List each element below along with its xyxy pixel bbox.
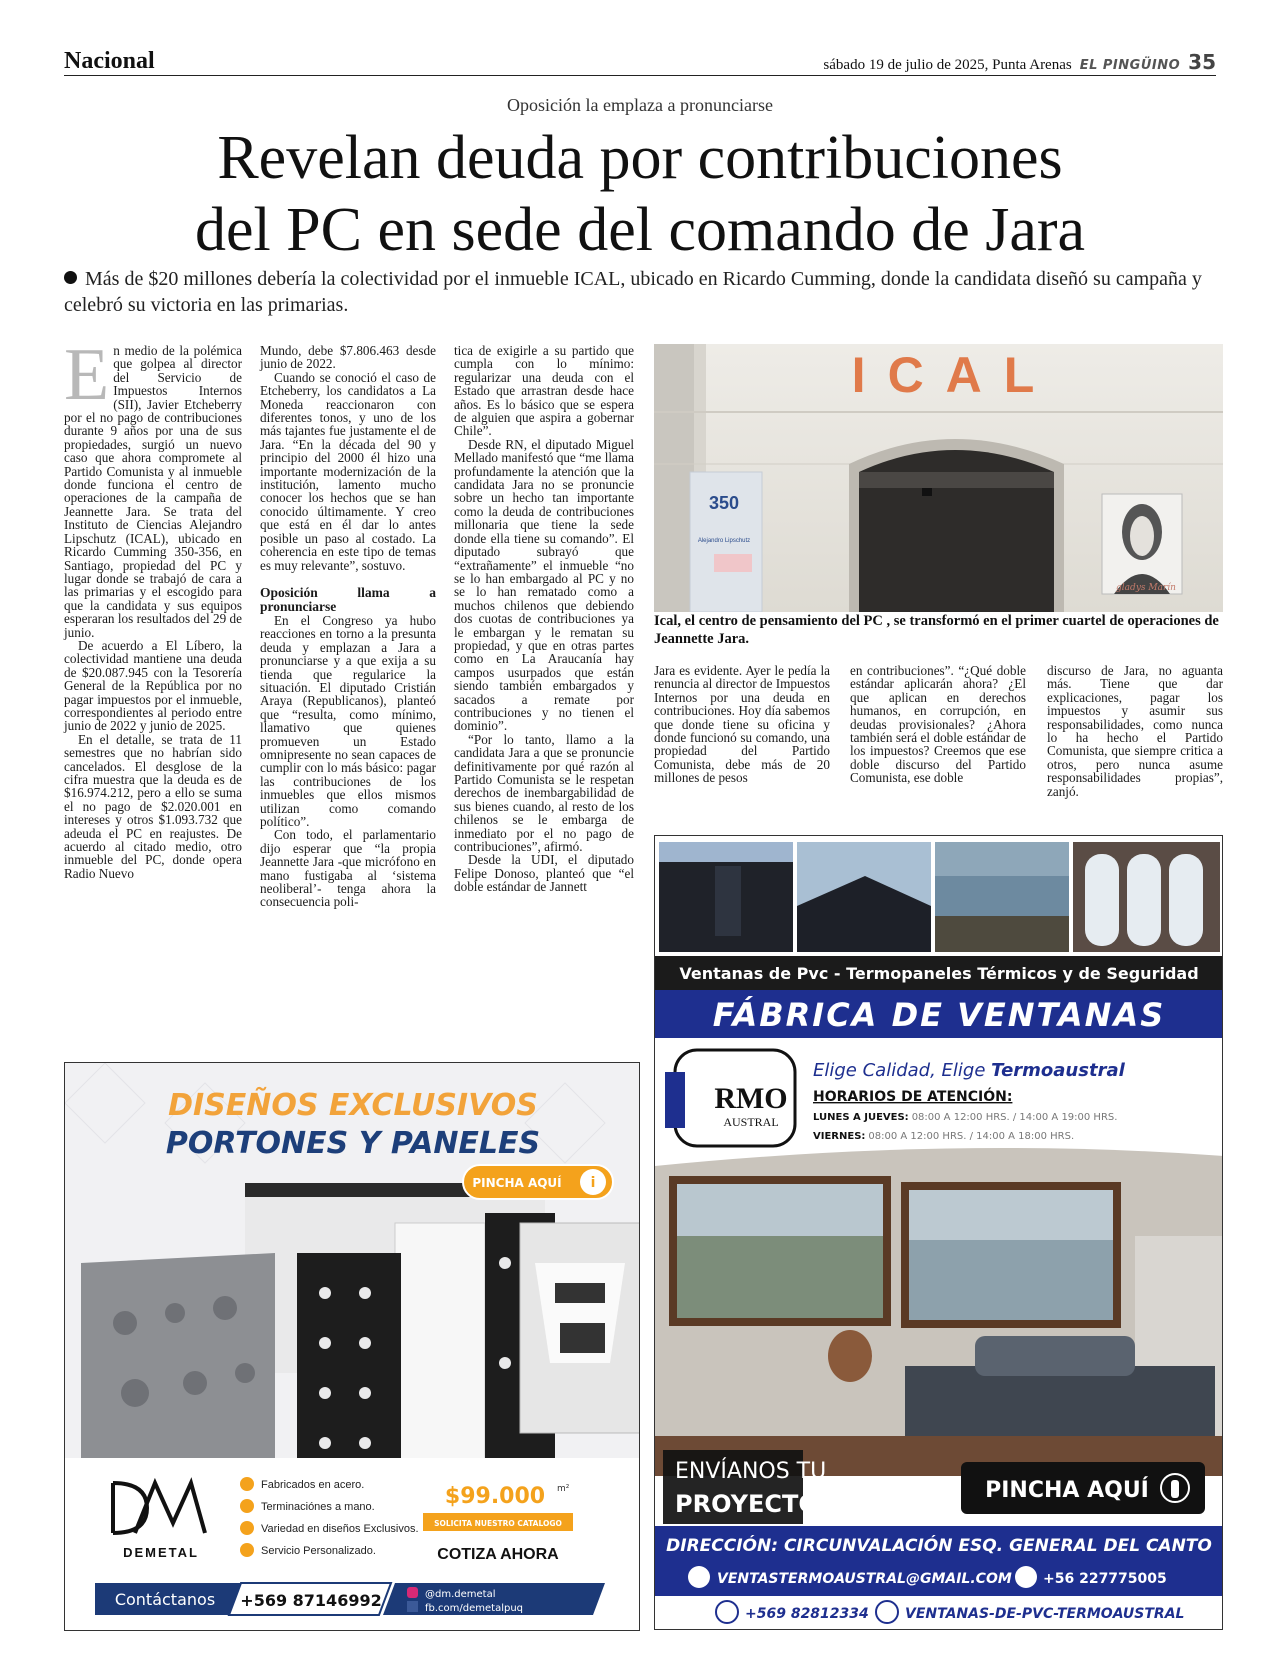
hours-line-1: LUNES A JUEVES: 08:00 A 12:00 HRS. / 14:00 A 19:00 HRS. [813,1112,1118,1123]
article-column-2 [260,344,436,909]
photo-caption: Ical, el centro de pensamiento del PC , se transformó en el primer cuartel de operaciones de Jeannette Jara. [654,613,1219,647]
paragraph: Jara es evidente. Ayer le pedía la renuncia al director de Impuestos Internos por una deuda en contribuciones. Hoy día sabemos que donde tiene su oficina y donde funcionó su comando, una propiedad del Partido Comunista, debe más de 20 millones de pesos [654,663,830,786]
facebook-icon [407,1601,418,1612]
logo-small: AUSTRAL [723,1115,779,1129]
termoaustral-ad-graphic [655,836,1223,1630]
demetal-phone[interactable]: +569 87146992 [240,1591,382,1610]
demetal-brand: DEMETAL [123,1545,199,1560]
article-column-6 [1047,664,1223,798]
check-icon [240,1543,254,1557]
instagram-icon [407,1587,418,1598]
section-name: Nacional [64,48,155,74]
demetal-ad-graphic [65,1063,640,1631]
photo-sign-text: ICAL [851,347,1057,403]
demetal-price: $99.000 [444,1484,546,1509]
termo-slogan: Elige Calidad, Elige Termoaustral [813,1060,1125,1081]
article-lead [64,266,1216,318]
termo-email[interactable]: VENTASTERMOAUSTRAL@GMAIL.COM [717,1571,1012,1587]
hours-line-2: VIERNES: 08:00 A 12:00 HRS. / 14:00 A 18:00 HRS. [813,1131,1075,1142]
paragraph: De acuerdo a El Líbero, la colectividad mantiene una deuda de $20.087.945 con la Tesorería General de la República por no pagar impuestos por el inmueble, correspondientes al periodo entre junio de 2022 y junio de 2025. [64,637,242,734]
price-unit: m² [557,1484,570,1494]
contact-label: Contáctanos [114,1590,216,1609]
page-number: 35 [1188,50,1216,74]
mural-signature: gladys Marín [1116,583,1176,593]
check-icon [240,1521,254,1535]
termo-address: DIRECCIÓN: CIRCUNVALACIÓN ESQ. GENERAL DEL CANTO [666,1536,1212,1556]
email-icon [688,1566,710,1588]
paragraph: “Por lo tanto, llamo a la candidata Jara a que se pronuncie definitivamente por qué razón al Partido Comunista se le respetan derechos de inembargabilidad de sus bienes cuando, al resto de los chilenos se le embarga de inmediato por el no pago de contribuciones”, afirmó. [454,731,634,855]
facebook-handle[interactable]: fb.com/demetalpuq [425,1603,524,1614]
subheading: Oposición llama a pronunciarse [260,584,436,614]
check-icon [240,1477,254,1491]
paragraph: Con todo, el parlamentario dijo esperar que “la propia Jeannette Jara -que micrófono en mano fustigaba al ‘sistema neoliberal’- tenga ahora la consecuencia poli- [260,827,436,910]
newspaper-logo: EL PINGÜINO [1079,58,1181,73]
page-header [64,46,1216,76]
termo-banner: Ventanas de Pvc - Termopaneles Térmicos y de Seguridad [679,964,1199,983]
dateline: sábado 19 de julio de 2025, Punta Arenas [823,57,1072,73]
article-photo [654,344,1223,612]
svg-text:i: i [590,1175,596,1191]
lead-text: Más de $20 millones debería la colectividad por el inmueble ICAL, ubicado en Ricardo Cumming, donde la candidata diseñó su campaña y celebró su victoria en las primarias. [64,268,1202,316]
feature-item: Fabricados en acero. [261,1479,365,1491]
drop-cap: E [64,334,110,416]
quote-label: COTIZA AHORA [437,1546,559,1563]
product-photos [659,842,1220,952]
whatsapp-icon [716,1601,738,1623]
paragraph: n medio de la polémica que golpea al director del Servicio de Impuestos Internos (SII), Javier Etcheberry por el no pago de contribuciones durante 9 años por una de sus propiedades, surgió un nuevo caso que ahora compromete al Partido Comunista y al inmueble donde funciona el centro de operaciones de la campaña de Jeannette Jara. Se trata del Instituto de Ciencias Alejandro Lipschutz (ICAL), ubicado en Ricardo Cumming 350-356, en Santiago, propiedad del PC y lugar donde se trabajó de cara a las primarias y el escogido para que la candidata y sus equipos esperaran los resultados del 29 de junio. [64,343,242,640]
feature-item: Terminaciónes a mano. [261,1501,375,1513]
paragraph: Cuando se conoció el caso de Etcheberry, los candidatos a La Moneda reaccionaron con diferentes tonos, y uno de los más tajantes fue justamente el de Jara. “En la década del 90 y principio del 2000 él hizo una importante modernización de la institución, lamento mucho conocer los hechos que se han conocido últimamente. Y creo que está en él dar lo antes posible un paso al costado. La coherencia en este tipo de temas es muy relevante”, sostuvo. [260,369,436,573]
feature-item: Variedad en diseños Exclusivos. [261,1523,419,1535]
article-headline [0,122,1280,266]
ical-building-image [654,344,1223,612]
paragraph: tica de exigirle a su partido que cumpla con lo mínimo: regularizar una deuda con el Estado que arrastran desde hace años. Es lo básico que se espera de alguien que aspira a gobernar Chile”. [454,343,634,439]
phone-icon [1015,1566,1037,1588]
termo-facebook[interactable]: VENTANAS-DE-PVC-TERMOAUSTRAL [905,1606,1185,1622]
article-column-1 [64,334,242,881]
header-meta [823,50,1216,74]
bedroom-photo [655,1148,1223,1476]
demetal-ad[interactable] [64,1062,640,1631]
paragraph: Desde RN, el diputado Miguel Mellado manifestó que “me llama profundamente la atención que la candidata Jara no se pronuncie sobre un hecho tan importante como la deuda de contribuciones millonaria que tiene la sede donde ella tiene su comando”. El diputado subrayó que “extrañamente” el inmueble “no se lo han embargado al PC y no se lo han rematado como a muchos chilenos que debiendo dos cuotas de contribuciones ya le embargan y le rematan su propiedad, y que en otras partes como en La Araucanía hay campos usurpados que están siendo también embargados y sacados a remate por contribuciones y no tienen el dominio”. [454,436,634,734]
article-column-4 [654,664,830,785]
paragraph: Mundo, debe $7.806.463 desde junio de 2022. [260,343,436,372]
bullet-icon [64,271,77,284]
termo-cta-label: PINCHA AQUÍ [985,1478,1149,1503]
headline-line-1: Revelan deuda por contribuciones [217,124,1063,192]
demetal-title-2: PORTONES Y PANELES [165,1126,541,1161]
hours-title: HORARIOS DE ATENCIÓN: [813,1089,1013,1105]
instagram-handle[interactable]: @dm.demetal [425,1589,496,1600]
paragraph: discurso de Jara, no aguanta más. Tiene que dar explicaciones, pagar los impuestos y asumir sus responsabilidades, como nunca lo ha hecho el Partido Comunista, que siempre critica a otros, pero nunca asume responsabilidades propias”, zanjó. [1047,663,1223,799]
termo-phone-2[interactable]: +569 82812334 [745,1606,869,1622]
article-column-5 [850,664,1026,785]
termo-phone-1[interactable]: +56 227775005 [1043,1571,1167,1587]
logo-big: RMO [714,1082,788,1115]
paragraph: Desde la UDI, el diputado Felipe Donoso, planteó que “el doble estándar de Jannett [454,852,634,895]
article-column-3 [454,344,634,894]
photo-plaque: Alejandro Lipschutz [697,538,751,544]
paragraph: en contribuciones”. “¿Qué doble estándar aplicarán ahora? ¿El que aplican en derechos humanos, en corrupción, en deudas provisionales? ¿Ahora también será el doble estándar de los impuestos? Creemos que ese doble discurso del Partido Comunista, ese doble [850,663,1026,786]
demetal-title-1: DISEÑOS EXCLUSIVOS [168,1088,538,1123]
headline-line-2: del PC en sede del comando de Jara [194,196,1086,264]
feature-item: Servicio Personalizado. [261,1545,376,1557]
photo-number: 350 [708,493,740,513]
paragraph: En el detalle, se trata de 11 semestres que no habrían sido cancelados. El desglose de la cifra muestra que la deuda es de $16.974.212, pero a ello se suma el no pago de $2.020.001 en intereses y otros $1.093.732 que adeuda el PC en reajustes. De acuerdo al citado medio, otro inmueble del PC, donde opera Radio Nuevo [64,731,242,881]
termoaustral-ad[interactable] [654,835,1223,1630]
send-line-2: PROYECTO [675,1490,819,1518]
termo-title: FÁBRICA DE VENTANAS [712,996,1166,1034]
facebook-icon [876,1601,898,1623]
send-line-1: ENVÍANOS TU [675,1459,827,1484]
termoaustral-logo [665,1050,795,1146]
catalog-label: SOLICITA NUESTRO CATALOGO [434,1519,562,1528]
article-kicker: Oposición la emplaza a pronunciarse [507,95,773,115]
paragraph: En el Congreso ya hubo reacciones en torno a la presunta deuda y emplazan a Jara a pronunciarse y a que exija a su tienda que regularice la situación. El diputado Cristián Araya (Republicanos), planteó que “resulta, como mínimo, llamativo que quienes promueven un Estado omnipresente no sean capaces de cumplir con lo más básico: pagar las contribuciones de los inmuebles que ellos mismos utilizan como comando político”. [260,612,436,829]
demetal-cta-label: PINCHA AQUÍ [472,1176,562,1190]
check-icon [240,1499,254,1513]
